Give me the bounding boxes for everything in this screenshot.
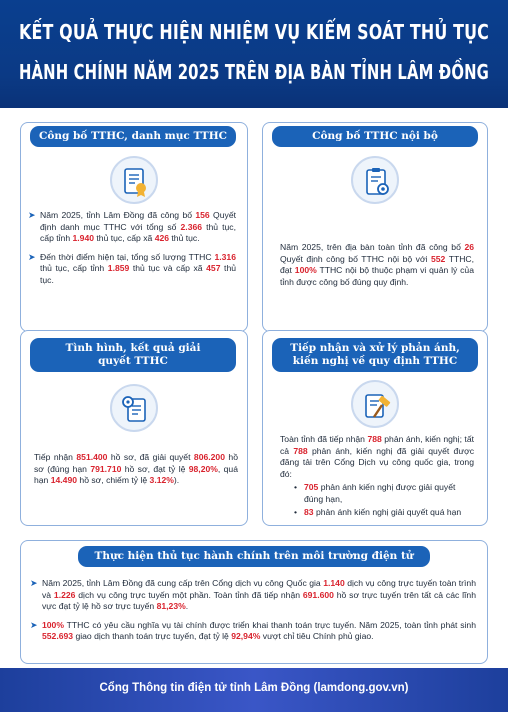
arrow-icon: ➤	[28, 210, 36, 220]
arrow-icon: ➤	[28, 251, 36, 262]
list-item: • 83 phản ánh kiến nghị giải quyết quá hạn	[294, 507, 474, 519]
document-certificate-icon	[110, 156, 158, 204]
title-line-1: KẾT QUẢ THỰC HIỆN NHIỆM VỤ KIỂM SOÁT THỦ TỤC	[19, 20, 489, 44]
card-feedback-title: Tiếp nhận và xử lý phản ánh, kiến nghị về quy định TTHC	[272, 338, 478, 372]
arrow-icon: ➤	[30, 578, 38, 588]
list-item: ➤ Năm 2025, tỉnh Lâm Đồng đã công bố 156 Quyết định danh mục TTHC với tổng số 2.366 thủ tục, cấp tỉnh 1.940 thủ tục, cấp xã 426 thủ tục.	[28, 210, 236, 243]
card-announce-title: Công bố TTHC, danh mục TTHC	[30, 126, 236, 147]
clipboard-gear-icon	[351, 156, 399, 204]
settings-document-icon	[110, 384, 158, 432]
card-feedback-body: Toàn tỉnh đã tiếp nhận 788 phản ánh, kiến nghị; tất cả 788 phản ánh, kiến nghị đã giải quyết được đăng tải trên Cổng Dịch vụ công quốc gia, trong đó: • 705 phản ánh kiến nghị được giải quyết đúng hạn, • 83 phản ánh kiến nghị giải quyết quá hạn	[280, 434, 474, 521]
card-internal	[262, 122, 488, 332]
list-item: • 705 phản ánh kiến nghị được giải quyết đúng hạn,	[294, 482, 474, 505]
footer-banner	[0, 668, 508, 712]
list-item: ➤ Đến thời điểm hiện tại, tổng số lượng TTHC 1.316 thủ tục, cấp tỉnh 1.859 thủ tục và cấp xã 457 thủ tục.	[28, 251, 236, 285]
header-banner	[0, 0, 508, 108]
card-status-body: Tiếp nhận 851.400 hồ sơ, đã giải quyết 806.200 hồ sơ (đúng hạn 791.710 hồ sơ, đạt tỷ lệ 98,20%, quá hạn 14.490 hồ sơ, chiếm tỷ lệ 3.12%).	[34, 452, 238, 485]
arrow-icon: ➤	[30, 619, 38, 630]
list-item: ➤ 100% TTHC có yêu cầu nghĩa vụ tài chính được triển khai thanh toán trực tuyến. Năm 2025, toàn tỉnh phát sinh 552.693 giao dịch thanh toán trực tuyến, đạt tỷ lệ 92,94% vượt chỉ tiêu Chính phủ giao.	[30, 619, 476, 641]
card-announce-body	[28, 210, 236, 293]
card-status-title: Tình hình, kết quả giải quyết TTHC	[30, 338, 236, 372]
header-divider	[0, 108, 508, 112]
title-line-2: HÀNH CHÍNH NĂM 2025 TRÊN ĐỊA BÀN TỈNH LÂM ĐỒNG	[19, 60, 489, 84]
feedback-breakdown-list	[294, 482, 474, 519]
card-online-body	[30, 578, 476, 650]
list-item: ➤ Năm 2025, tỉnh Lâm Đồng đã cung cấp trên Cổng dịch vụ công Quốc gia 1.140 dịch vụ công trực tuyến toàn trình và 1.226 dịch vụ công trực tuyến một phần. Toàn tỉnh đã tiếp nhận 691.600 hồ sơ trực tuyến trên tất cả các lĩnh vực đạt tỷ lệ hồ sơ trực tuyến 81,23%.	[30, 578, 476, 611]
gavel-document-icon	[351, 380, 399, 428]
card-internal-body: Năm 2025, trên địa bàn toàn tỉnh đã công bố 26 Quyết định công bố TTHC nội bộ với 552 TTHC, đạt 100% TTHC nội bộ thuộc phạm vi quản lý của tỉnh được công bố đúng quy định.	[280, 242, 474, 287]
footer-text: Cổng Thông tin điện tử tỉnh Lâm Đồng (lamdong.gov.vn)	[99, 682, 409, 694]
card-internal-title: Công bố TTHC nội bộ	[272, 126, 478, 147]
card-online-title: Thực hiện thủ tục hành chính trên môi trường điện tử	[78, 546, 430, 567]
